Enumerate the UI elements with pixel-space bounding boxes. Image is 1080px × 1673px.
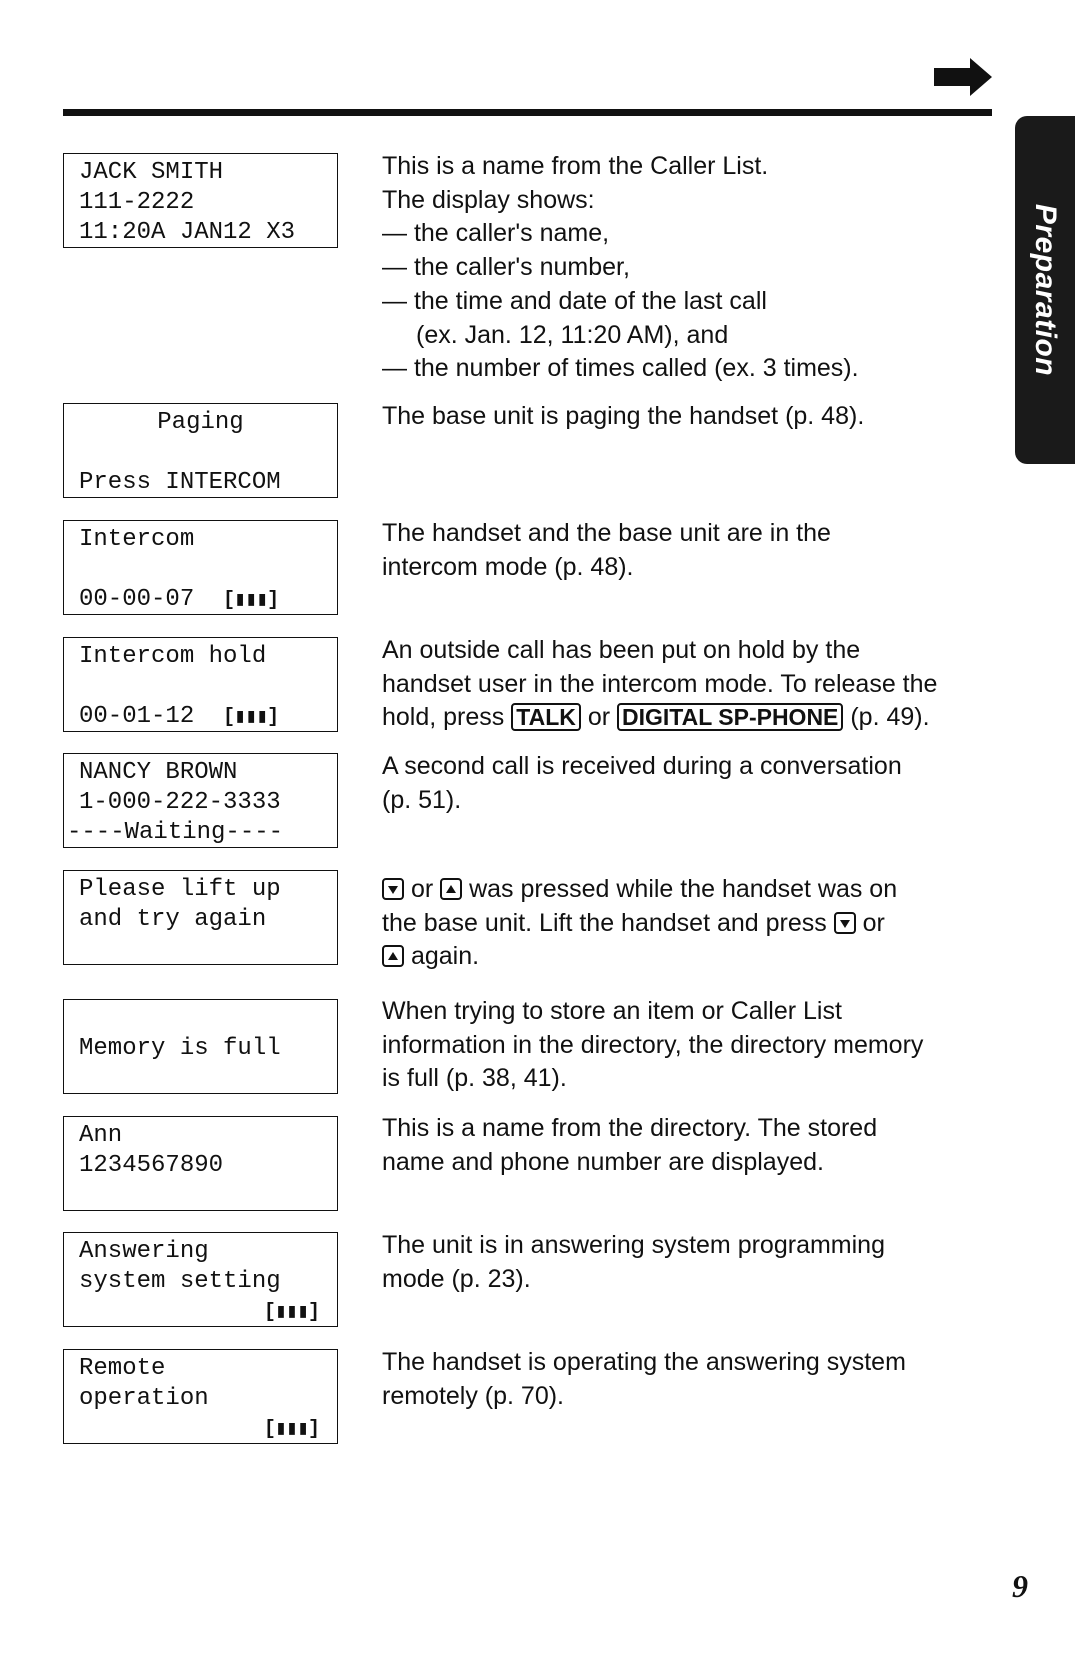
lcd-line: Paging [157, 409, 244, 436]
desc-line: (p. 51). [382, 785, 462, 814]
battery-full-icon: [▮▮▮] [223, 706, 279, 729]
desc-memory-full [382, 995, 1002, 1096]
lcd-line [79, 1004, 337, 1034]
talk-key: TALK [511, 703, 581, 731]
lcd-line: JACK SMITH [79, 159, 224, 186]
lcd-line: and try again [79, 906, 267, 933]
lcd-line: 1-000-222-3333 [79, 789, 281, 816]
desc-line: handset user in the intercom mode. To release the [382, 669, 938, 698]
up-key-icon [440, 878, 462, 900]
lcd-line: 111-2222 [79, 189, 195, 216]
desc-caller-list [382, 150, 1002, 386]
lcd-line: 11:20A JAN12 X3 [79, 219, 296, 246]
desc-line: The handset and the base unit are in the [382, 519, 831, 547]
desc-paging [382, 400, 1002, 434]
lcd-line [79, 438, 337, 468]
down-key-icon [382, 878, 404, 900]
lcd-line: Ann [79, 1122, 123, 1149]
desc-line: — the number of times called (ex. 3 times). [382, 354, 859, 383]
lcd-line: 00-00-07 [79, 586, 195, 613]
lcd-line: 1234567890 [79, 1152, 224, 1179]
down-key-icon [834, 912, 856, 934]
lcd-call-waiting [63, 753, 338, 848]
lcd-line: Intercom hold [79, 643, 267, 670]
lcd-line: Memory is full [79, 1035, 281, 1062]
desc-line: The display shows: [382, 185, 595, 214]
lcd-line [79, 672, 337, 702]
header-rule [63, 109, 992, 116]
desc-line: — the time and date of the last call [382, 286, 767, 315]
desc-remote-operation [382, 1346, 1002, 1413]
desc-line: When trying to store an item or Caller List [382, 997, 842, 1025]
lcd-paging [63, 403, 338, 498]
lcd-remote-operation [63, 1349, 338, 1444]
lcd-line [79, 935, 337, 965]
lcd-caller-list [63, 153, 338, 248]
battery-full-icon: [▮▮▮] [263, 1418, 319, 1441]
lcd-line [79, 555, 337, 585]
lcd-line: ----Waiting---- [67, 819, 284, 846]
lcd-memory-full [63, 999, 338, 1094]
desc-line: is full (p. 38, 41). [382, 1064, 567, 1093]
desc-line: information in the directory, the directory memory [382, 1030, 924, 1059]
section-tab-label: Preparation [1029, 203, 1062, 377]
desc-text: or [855, 908, 885, 937]
desc-intercom-hold [382, 634, 1002, 735]
lcd-line [79, 1181, 337, 1211]
lcd-line [79, 1064, 337, 1094]
up-key-icon [382, 945, 404, 967]
desc-line: The base unit is paging the handset (p. 48). [382, 402, 865, 430]
desc-directory [382, 1112, 1002, 1179]
desc-answering-setting [382, 1229, 1002, 1296]
desc-line: (ex. Jan. 12, 11:20 AM), and [416, 320, 729, 349]
lcd-intercom-hold [63, 637, 338, 732]
desc-line: — the caller's name, [382, 219, 610, 248]
desc-text: (p. 49). [843, 703, 930, 732]
digital-sp-phone-key: DIGITAL SP-PHONE [617, 703, 843, 731]
lcd-line: Answering [79, 1238, 209, 1265]
lcd-directory [63, 1116, 338, 1211]
lcd-line: operation [79, 1385, 209, 1412]
desc-text: again. [404, 942, 480, 971]
desc-line: name and phone number are displayed. [382, 1147, 824, 1176]
desc-text: or [404, 875, 441, 903]
desc-line: An outside call has been put on hold by the [382, 636, 861, 664]
battery-full-icon: [▮▮▮] [223, 589, 279, 612]
lcd-line: Press INTERCOM [79, 469, 281, 496]
desc-line: The handset is operating the answering system [382, 1348, 906, 1376]
lcd-line: system setting [79, 1268, 281, 1295]
page-number: 9 [1012, 1568, 1028, 1604]
lcd-line: NANCY BROWN [79, 759, 238, 786]
desc-text: or [580, 703, 617, 732]
continue-arrow-icon [934, 58, 992, 96]
desc-line: A second call is received during a conversation [382, 752, 902, 780]
desc-text: hold, press [382, 703, 512, 732]
desc-line: mode (p. 23). [382, 1264, 531, 1293]
desc-line: This is a name from the directory. The stored [382, 1114, 878, 1142]
battery-full-icon: [▮▮▮] [263, 1301, 319, 1324]
desc-line: This is a name from the Caller List. [382, 152, 769, 180]
lcd-intercom [63, 520, 338, 615]
lcd-answering-setting [63, 1232, 338, 1327]
desc-text: the base unit. Lift the handset and press [382, 908, 834, 937]
lcd-line: Intercom [79, 526, 195, 553]
lcd-lift-up [63, 870, 338, 965]
lcd-line: Remote [79, 1355, 166, 1382]
desc-intercom [382, 517, 1002, 584]
lcd-line: Please lift up [79, 876, 281, 903]
desc-line: remotely (p. 70). [382, 1381, 565, 1410]
desc-line: — the caller's number, [382, 253, 630, 282]
desc-line: The unit is in answering system programming [382, 1231, 885, 1259]
lcd-line: 00-01-12 [79, 703, 195, 730]
desc-lift-up [382, 873, 1002, 974]
desc-line: intercom mode (p. 48). [382, 552, 634, 581]
desc-text: was pressed while the handset was on [462, 875, 898, 903]
section-tab [1015, 116, 1075, 464]
desc-call-waiting [382, 750, 1002, 817]
